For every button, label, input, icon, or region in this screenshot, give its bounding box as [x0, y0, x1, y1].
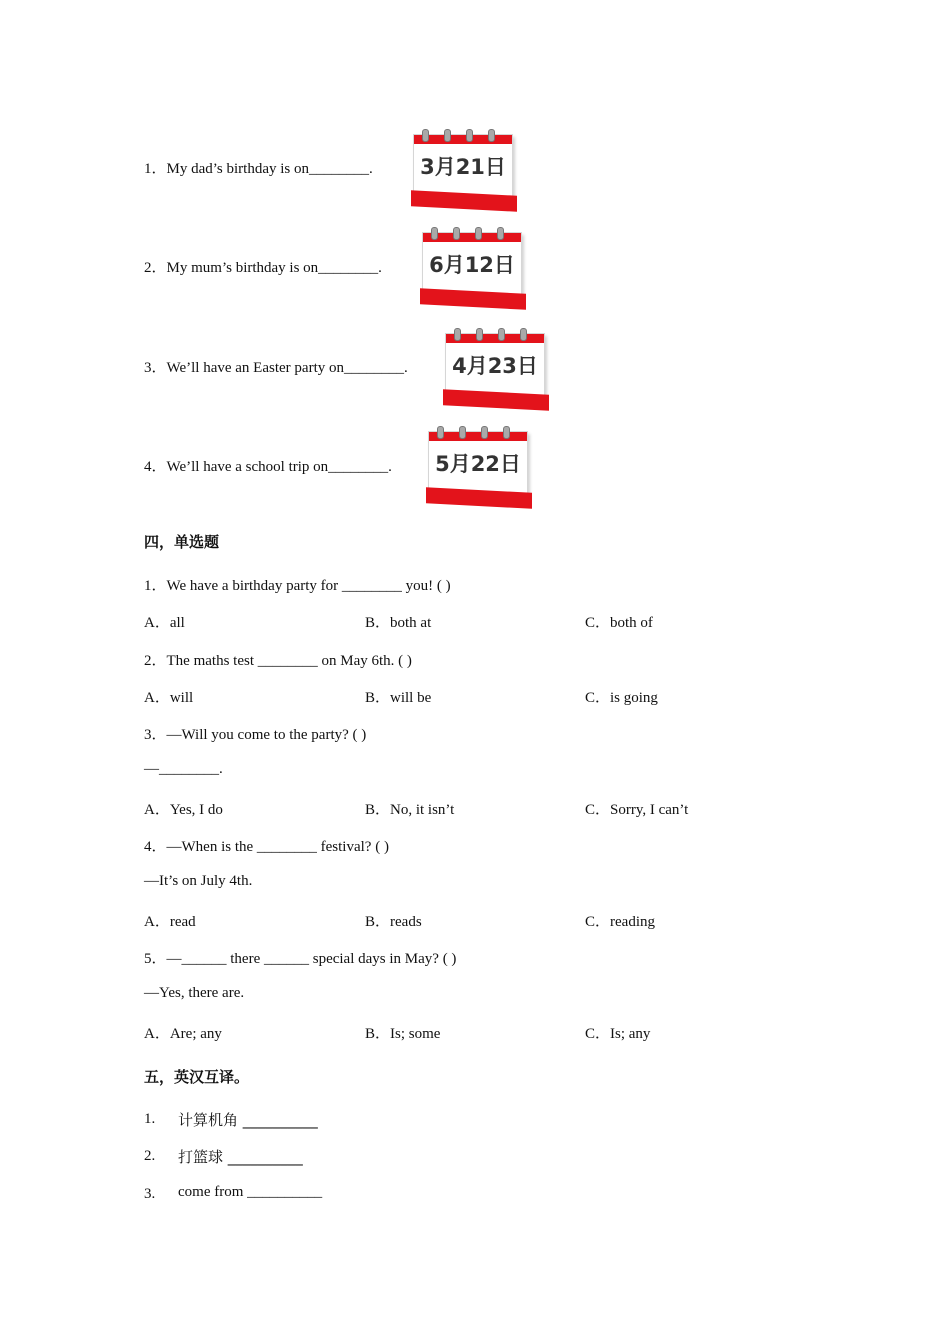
calendar-date: 3月21日 [420, 155, 506, 179]
option-b: B．Is; some [365, 1026, 441, 1042]
option-b: B．will be [365, 690, 432, 706]
translation-item-3-text: come from __________ [178, 1184, 323, 1200]
fill-item-1 [144, 157, 373, 178]
option-a: A．Yes, I do [144, 802, 223, 818]
fill-item-number: 1． [144, 161, 167, 177]
fill-item-3 [144, 356, 408, 377]
option-c: C．is going [585, 690, 658, 706]
option-b: B．both at [365, 615, 432, 631]
fill-item-number: 3． [144, 360, 167, 376]
option-c: C．Is; any [585, 1026, 651, 1042]
option-b: B．No, it isn’t [365, 802, 455, 818]
calendar-icon [442, 327, 550, 407]
calendar-icon [419, 226, 527, 306]
translation-item-3-number: 3. [144, 1186, 156, 1202]
translation-item-2-text: 打篮球 __________ [178, 1148, 303, 1166]
fill-item-number: 2． [144, 260, 167, 276]
option-c: C．both of [585, 615, 653, 631]
option-c: C．Sorry, I can’t [585, 802, 689, 818]
question-1: 1．We have a birthday party for ________ you! ( ) [144, 578, 451, 594]
calendar-date: 6月12日 [429, 253, 515, 277]
fill-item-text: We’ll have a school trip on________. [166, 459, 392, 475]
translation-item-1-text: 计算机角 __________ [178, 1111, 318, 1129]
fill-item-4 [144, 455, 392, 476]
translation-item-1-number: 1. [144, 1111, 156, 1127]
question-4: 4．—When is the ________ festival? ( ) [144, 839, 389, 855]
option-c: C．reading [585, 914, 655, 930]
question-5: 5．—______ there ______ special days in May? ( ) [144, 951, 457, 967]
calendar-date: 4月23日 [452, 354, 538, 378]
fill-item-2 [144, 256, 382, 277]
fill-item-number: 4． [144, 459, 167, 475]
question-4-response: —It’s on July 4th. [144, 873, 253, 889]
question-3-response: —________. [144, 761, 223, 777]
section-heading-multiple-choice: 四，单选题 [144, 533, 220, 551]
calendar-icon [425, 425, 533, 505]
translation-item-2-number: 2. [144, 1148, 156, 1164]
fill-item-text: My mum’s birthday is on________. [166, 260, 382, 276]
option-b: B．reads [365, 914, 422, 930]
question-5-response: —Yes, there are. [144, 985, 245, 1001]
option-a: A．read [144, 914, 196, 930]
calendar-date: 5月22日 [435, 452, 521, 476]
question-2: 2．The maths test ________ on May 6th. ( ) [144, 653, 412, 669]
section-heading-translation: 五，英汉互译。 [144, 1068, 250, 1086]
calendar-icon [410, 128, 518, 208]
fill-item-text: We’ll have an Easter party on________. [166, 360, 408, 376]
question-3: 3．—Will you come to the party? ( ) [144, 727, 367, 743]
fill-item-text: My dad’s birthday is on________. [166, 161, 373, 177]
option-a: A．Are; any [144, 1026, 222, 1042]
option-a: A．all [144, 615, 185, 631]
option-a: A．will [144, 690, 194, 706]
